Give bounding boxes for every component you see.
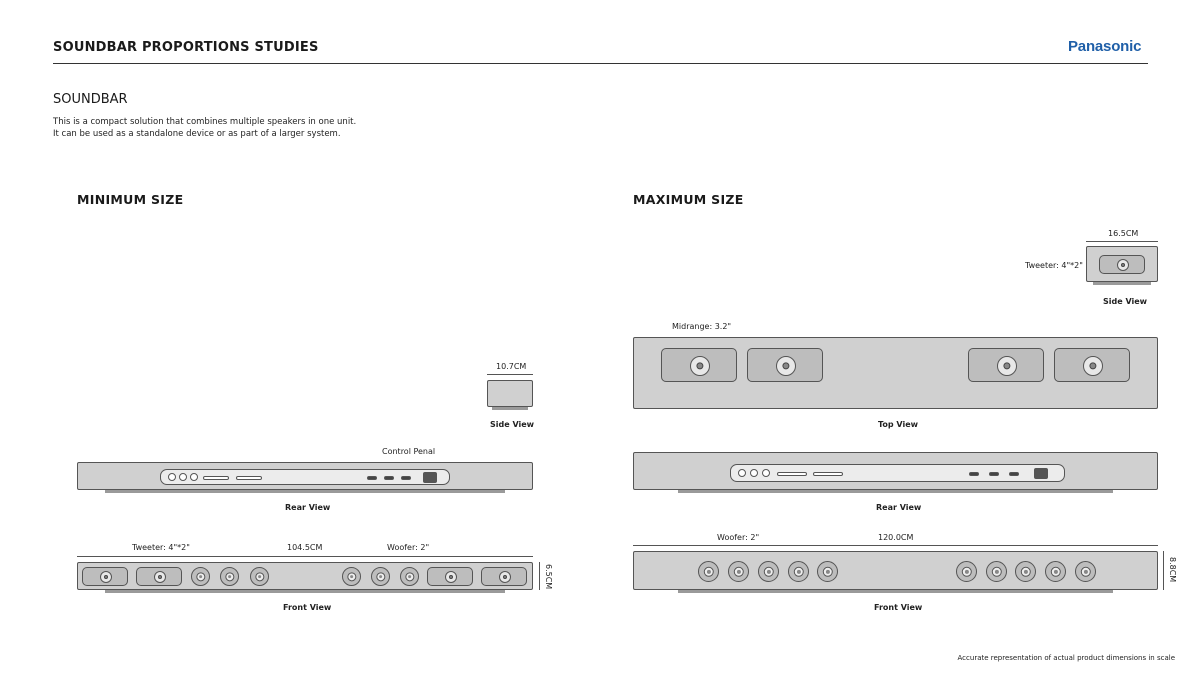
min-rear-port-2 bbox=[179, 473, 187, 481]
max-rear-slot-1 bbox=[777, 472, 807, 476]
min-tweeter-left-1 bbox=[82, 567, 128, 586]
max-woofer-8 bbox=[1015, 561, 1036, 582]
min-rear-button-1 bbox=[367, 476, 377, 480]
min-tweeter-label: Tweeter: 4"*2" bbox=[132, 543, 190, 552]
max-midrange-1 bbox=[661, 348, 737, 382]
min-control-panel-label: Control Penal bbox=[382, 447, 436, 456]
max-rear-view-body bbox=[633, 452, 1158, 490]
max-woofer-label: Woofer: 2" bbox=[717, 533, 760, 542]
min-front-width-label: 104.5CM bbox=[287, 543, 323, 552]
max-front-width-label: 120.0CM bbox=[878, 533, 914, 542]
min-tweeter-left-2 bbox=[136, 567, 182, 586]
max-woofer-4 bbox=[788, 561, 809, 582]
min-woofer-2 bbox=[220, 567, 239, 586]
max-front-view-body bbox=[633, 551, 1158, 590]
min-side-dimension-line bbox=[487, 374, 533, 375]
minimum-size-title: MINIMUM SIZE bbox=[77, 192, 184, 207]
min-rear-control-panel bbox=[160, 469, 450, 485]
max-front-dimension-line bbox=[633, 545, 1158, 546]
min-rear-slot-2 bbox=[236, 476, 262, 480]
min-front-height-line bbox=[539, 562, 540, 590]
min-rear-slot-1 bbox=[203, 476, 229, 480]
max-woofer-10 bbox=[1075, 561, 1096, 582]
max-front-height-label: 8.8CM bbox=[1168, 557, 1177, 583]
min-woofer-6 bbox=[400, 567, 419, 586]
min-tweeter-right-2 bbox=[481, 567, 527, 586]
max-rear-slot-2 bbox=[813, 472, 843, 476]
max-side-dimension-line bbox=[1086, 241, 1158, 242]
min-rear-button-3 bbox=[401, 476, 411, 480]
min-rear-port-1 bbox=[168, 473, 176, 481]
max-midrange-3 bbox=[968, 348, 1044, 382]
min-rear-view-label: Rear View bbox=[285, 503, 331, 512]
min-woofer-4 bbox=[342, 567, 361, 586]
max-top-view-label: Top View bbox=[878, 420, 919, 429]
max-top-view-body bbox=[633, 337, 1158, 409]
max-rear-button-2 bbox=[989, 472, 999, 476]
min-front-height-label: 6.5CM bbox=[544, 564, 553, 590]
min-tweeter-right-1 bbox=[427, 567, 473, 586]
section-title: SOUNDBAR bbox=[53, 92, 128, 107]
min-front-dimension-line bbox=[77, 556, 533, 557]
min-side-view-body bbox=[487, 380, 533, 407]
max-rear-view-shadow bbox=[678, 490, 1113, 493]
max-side-depth-label: 16.5CM bbox=[1108, 229, 1139, 238]
maximum-size-title: MAXIMUM SIZE bbox=[633, 192, 744, 207]
min-woofer-1 bbox=[191, 567, 210, 586]
description-line-1: This is a compact solution that combines multiple speakers in one unit. bbox=[53, 117, 357, 127]
min-front-view-shadow bbox=[105, 590, 505, 593]
max-woofer-3 bbox=[758, 561, 779, 582]
min-side-view-label: Side View bbox=[490, 420, 535, 429]
max-rear-power-socket bbox=[1034, 468, 1048, 479]
header-divider bbox=[53, 63, 1148, 64]
min-front-view-body bbox=[77, 562, 533, 590]
max-midrange-4 bbox=[1054, 348, 1130, 382]
min-woofer-label: Woofer: 2" bbox=[387, 543, 430, 552]
max-side-tweeter bbox=[1099, 255, 1145, 274]
max-front-height-line bbox=[1163, 551, 1164, 590]
max-woofer-1 bbox=[698, 561, 719, 582]
min-side-view-shadow bbox=[492, 407, 528, 410]
min-side-depth-label: 10.7CM bbox=[496, 362, 527, 371]
max-rear-port-1 bbox=[738, 469, 746, 477]
max-front-view-shadow bbox=[678, 590, 1113, 593]
max-rear-button-1 bbox=[969, 472, 979, 476]
description-line-2: It can be used as a standalone device or as part of a larger system. bbox=[53, 129, 341, 139]
brand-logo: Panasonic bbox=[1068, 38, 1142, 55]
min-woofer-5 bbox=[371, 567, 390, 586]
max-rear-button-3 bbox=[1009, 472, 1019, 476]
min-rear-view-shadow bbox=[105, 490, 505, 493]
max-woofer-2 bbox=[728, 561, 749, 582]
max-woofer-9 bbox=[1045, 561, 1066, 582]
max-front-view-label: Front View bbox=[874, 603, 923, 612]
max-woofer-7 bbox=[986, 561, 1007, 582]
min-rear-power-socket bbox=[423, 472, 437, 483]
max-side-view-body bbox=[1086, 246, 1158, 282]
min-rear-button-2 bbox=[384, 476, 394, 480]
page-title: SOUNDBAR PROPORTIONS STUDIES bbox=[53, 40, 319, 55]
min-woofer-3 bbox=[250, 567, 269, 586]
max-rear-port-3 bbox=[762, 469, 770, 477]
max-rear-view-label: Rear View bbox=[876, 503, 922, 512]
min-rear-view-body bbox=[77, 462, 533, 490]
max-rear-port-2 bbox=[750, 469, 758, 477]
max-rear-control-panel bbox=[730, 464, 1065, 482]
footnote: Accurate representation of actual product dimensions in scale bbox=[957, 654, 1175, 662]
max-woofer-6 bbox=[956, 561, 977, 582]
min-front-view-label: Front View bbox=[283, 603, 332, 612]
max-side-view-label: Side View bbox=[1103, 297, 1148, 306]
max-midrange-label: Midrange: 3.2" bbox=[672, 322, 732, 331]
max-side-view-shadow bbox=[1093, 282, 1151, 285]
max-midrange-2 bbox=[747, 348, 823, 382]
min-rear-port-3 bbox=[190, 473, 198, 481]
max-side-tweeter-label: Tweeter: 4"*2" bbox=[1025, 261, 1083, 270]
max-woofer-5 bbox=[817, 561, 838, 582]
